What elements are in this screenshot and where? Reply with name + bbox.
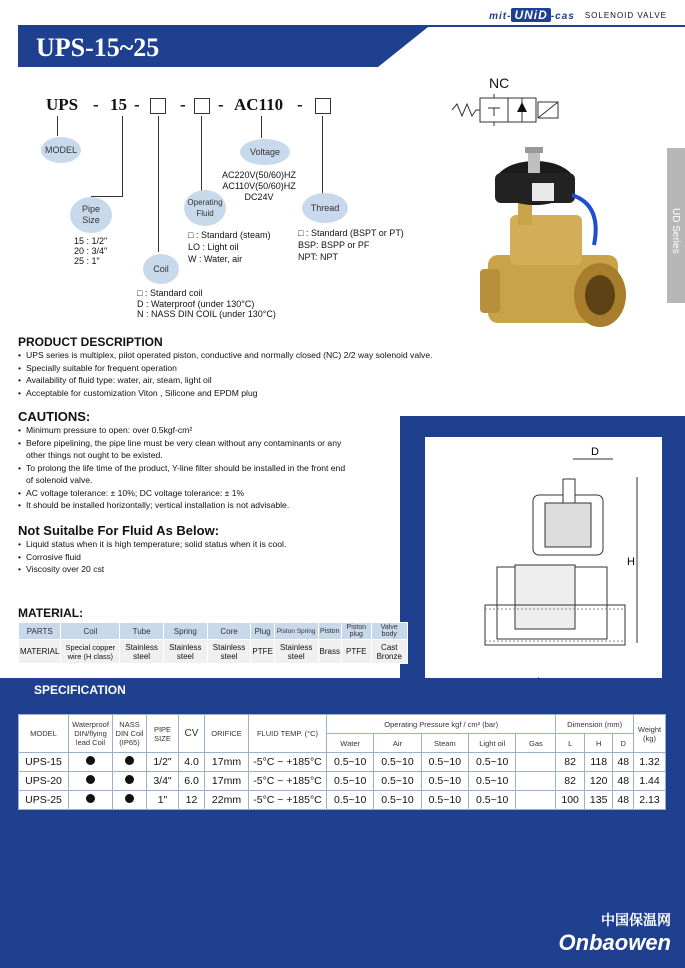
list-item: • Availability of fluid type: water, air, steam, light oil xyxy=(18,374,433,387)
bubble-voltage: Voltage xyxy=(240,139,290,165)
coil-options: □ : Standard coil D : Waterproof (under 130°C) N : NASS DIN COIL (under 130°C) xyxy=(137,288,276,319)
specification-table xyxy=(18,714,666,810)
spec-header-cell: Air xyxy=(374,734,421,753)
spec-header-cell: Operating Pressure kgf / cm² (bar) xyxy=(327,715,556,734)
code-size: 15 xyxy=(110,95,127,114)
spec-header-cell: Weight (kg) xyxy=(634,715,666,753)
cautions-heading: CAUTIONS: xyxy=(18,409,91,424)
spec-header-cell: Waterproof DIN/flying lead Coil xyxy=(69,715,113,753)
bubble-coil: Coil xyxy=(143,254,179,284)
spec-header-cell: CV xyxy=(179,715,205,753)
material-cell: Stainless steel xyxy=(120,640,164,664)
product-description-heading: PRODUCT DESCRIPTION xyxy=(18,335,163,349)
filled-dot-icon xyxy=(125,756,134,765)
list-item: • Viscosity over 20 cst xyxy=(18,563,286,576)
list-item: • Before pipelining, the pipe line must be very clean without any contaminants or any xyxy=(18,437,403,450)
material-cell: Brass xyxy=(318,640,341,664)
nc-valve-symbol-icon xyxy=(450,90,570,130)
code-voltage: AC110 xyxy=(234,95,284,114)
list-item: of solenoid valve. xyxy=(26,475,93,485)
title-band xyxy=(18,27,378,67)
list-item: • To prolong the life time of the product, Y-line filter should be installed in the front end xyxy=(18,462,403,475)
list-item: other things not ought to be existed. xyxy=(26,450,163,460)
material-header-cell: Tube xyxy=(120,623,164,640)
spec-header-cell: ORIFICE xyxy=(205,715,249,753)
code-thread-box xyxy=(315,98,331,114)
list-item: • It should be installed horizontally; vertical installation is not advisable. xyxy=(18,499,403,512)
pipe-size-options: 15 : 1/2" 20 : 3/4" 25 : 1" xyxy=(74,236,108,266)
material-cell: PTFE xyxy=(341,640,371,664)
bubble-pipe-size: Pipe Size xyxy=(70,197,112,233)
dimension-drawing xyxy=(425,437,662,705)
spec-header-cell: H xyxy=(584,734,613,753)
watermark: 中国保温网 Onbaowen xyxy=(558,912,671,955)
code-coil-box xyxy=(150,98,166,114)
material-header-cell: Piston Spring xyxy=(274,623,318,640)
spec-header-cell: L xyxy=(556,734,585,753)
voltage-options: AC220V(50/60)HZ AC110V(50/60)HZ DC24V xyxy=(222,170,297,202)
table-row: UPS-15 1/2" 4.0 17mm -5°C ~ +185°C 0.5~10 0.5~10 0.5~10 0.5~10 82 118 48 1.32 xyxy=(19,753,666,772)
material-header-cell: Plug xyxy=(251,623,274,640)
fluid-options: □ : Standard (steam) LO : Light oil W : Water, air xyxy=(188,230,271,264)
dim-h-label: H xyxy=(627,556,635,568)
spec-header-cell: Dimension (mm) xyxy=(556,715,634,734)
material-header-cell: Coil xyxy=(61,623,120,640)
material-header-cell: Piston xyxy=(318,623,341,640)
code-series: UPS xyxy=(46,95,79,114)
material-header-cell: PARTS xyxy=(19,623,61,640)
table-row: UPS-25 1" 12 22mm -5°C ~ +185°C 0.5~10 0.5~10 0.5~10 0.5~10 100 135 48 2.13 xyxy=(19,791,666,810)
side-tab: UD Series xyxy=(667,148,685,303)
not-suitable-list xyxy=(18,538,286,576)
bubble-operating-fluid: Operating Fluid xyxy=(184,190,226,226)
brand-header xyxy=(489,8,667,22)
specification-heading: SPECIFICATION xyxy=(34,683,126,697)
material-header-cell: Spring xyxy=(163,623,207,640)
filled-dot-icon xyxy=(86,756,95,765)
material-cell: Stainless steel xyxy=(207,640,251,664)
material-cell: Stainless steel xyxy=(163,640,207,664)
spec-header-cell: NASS DIN Coil (IP65) xyxy=(113,715,147,753)
list-item: • Corrosive fluid xyxy=(18,551,286,564)
spec-header-cell: FLUID TEMP. (°C) xyxy=(249,715,327,753)
product-description-list xyxy=(18,349,433,399)
spec-header-cell: D xyxy=(613,734,634,753)
material-header-cell: Valve body xyxy=(371,623,407,640)
list-item: • Minimum pressure to open: over 0.5kgf-cm² xyxy=(18,424,403,437)
material-cell: Stainless steel xyxy=(274,640,318,664)
nc-label: NC xyxy=(489,75,510,91)
cautions-list xyxy=(18,424,403,512)
filled-dot-icon xyxy=(86,775,95,784)
not-suitable-heading: Not Suitalbe For Fluid As Below: xyxy=(18,523,220,538)
list-item: • AC voltage tolerance: ± 10%; DC voltage tolerance: ± 1% xyxy=(18,487,403,500)
list-item: • Specially suitable for frequent operation xyxy=(18,362,433,375)
material-heading: MATERIAL: xyxy=(18,606,84,620)
material-cell: PTFE xyxy=(251,640,274,664)
spec-header-cell: Light oil xyxy=(469,734,516,753)
brand-tagline: SOLENOID VALVE xyxy=(584,10,667,20)
valve-photo-icon xyxy=(480,145,630,345)
spec-header-cell: Gas xyxy=(516,734,556,753)
table-row: UPS-20 3/4" 6.0 17mm -5°C ~ +185°C 0.5~10 0.5~10 0.5~10 0.5~10 82 120 48 1.44 xyxy=(19,772,666,791)
list-item: • UPS series is multiplex, pilot operated piston, conductive and normally closed (NC) 2/2 way solenoid valve. xyxy=(18,349,433,362)
material-row-label: MATERIAL xyxy=(19,640,61,664)
spec-header-cell: Water xyxy=(327,734,374,753)
dim-d-label: D xyxy=(591,446,599,458)
material-header-cell: Core xyxy=(207,623,251,640)
spec-header-cell: PIPE SIZE xyxy=(147,715,179,753)
material-cell: Cast Bronze xyxy=(371,640,407,664)
bubble-model: MODEL xyxy=(41,137,81,163)
filled-dot-icon xyxy=(125,775,134,784)
brand-logo: mit- UNiD -cas xyxy=(489,8,575,22)
material-header-cell: Piston plug xyxy=(341,623,371,640)
spec-header-cell: MODEL xyxy=(19,715,69,753)
thread-options: □ : Standard (BSPT or PT) BSP: BSPP or PF NPT: NPT xyxy=(298,228,404,262)
code-fluid-box xyxy=(194,98,210,114)
material-cell: Special copper wire (H class) xyxy=(61,640,120,664)
spec-header-cell: Steam xyxy=(421,734,468,753)
bubble-thread: Thread xyxy=(302,193,348,223)
filled-dot-icon xyxy=(86,794,95,803)
list-item: • Liquid status when it is high temperature; solid status when it is cool. xyxy=(18,538,286,551)
list-item: • Acceptable for customization Viton , Silicone and EPDM plug xyxy=(18,387,433,400)
filled-dot-icon xyxy=(125,794,134,803)
material-table xyxy=(18,622,408,664)
page-title: UPS-15~25 xyxy=(36,33,160,62)
